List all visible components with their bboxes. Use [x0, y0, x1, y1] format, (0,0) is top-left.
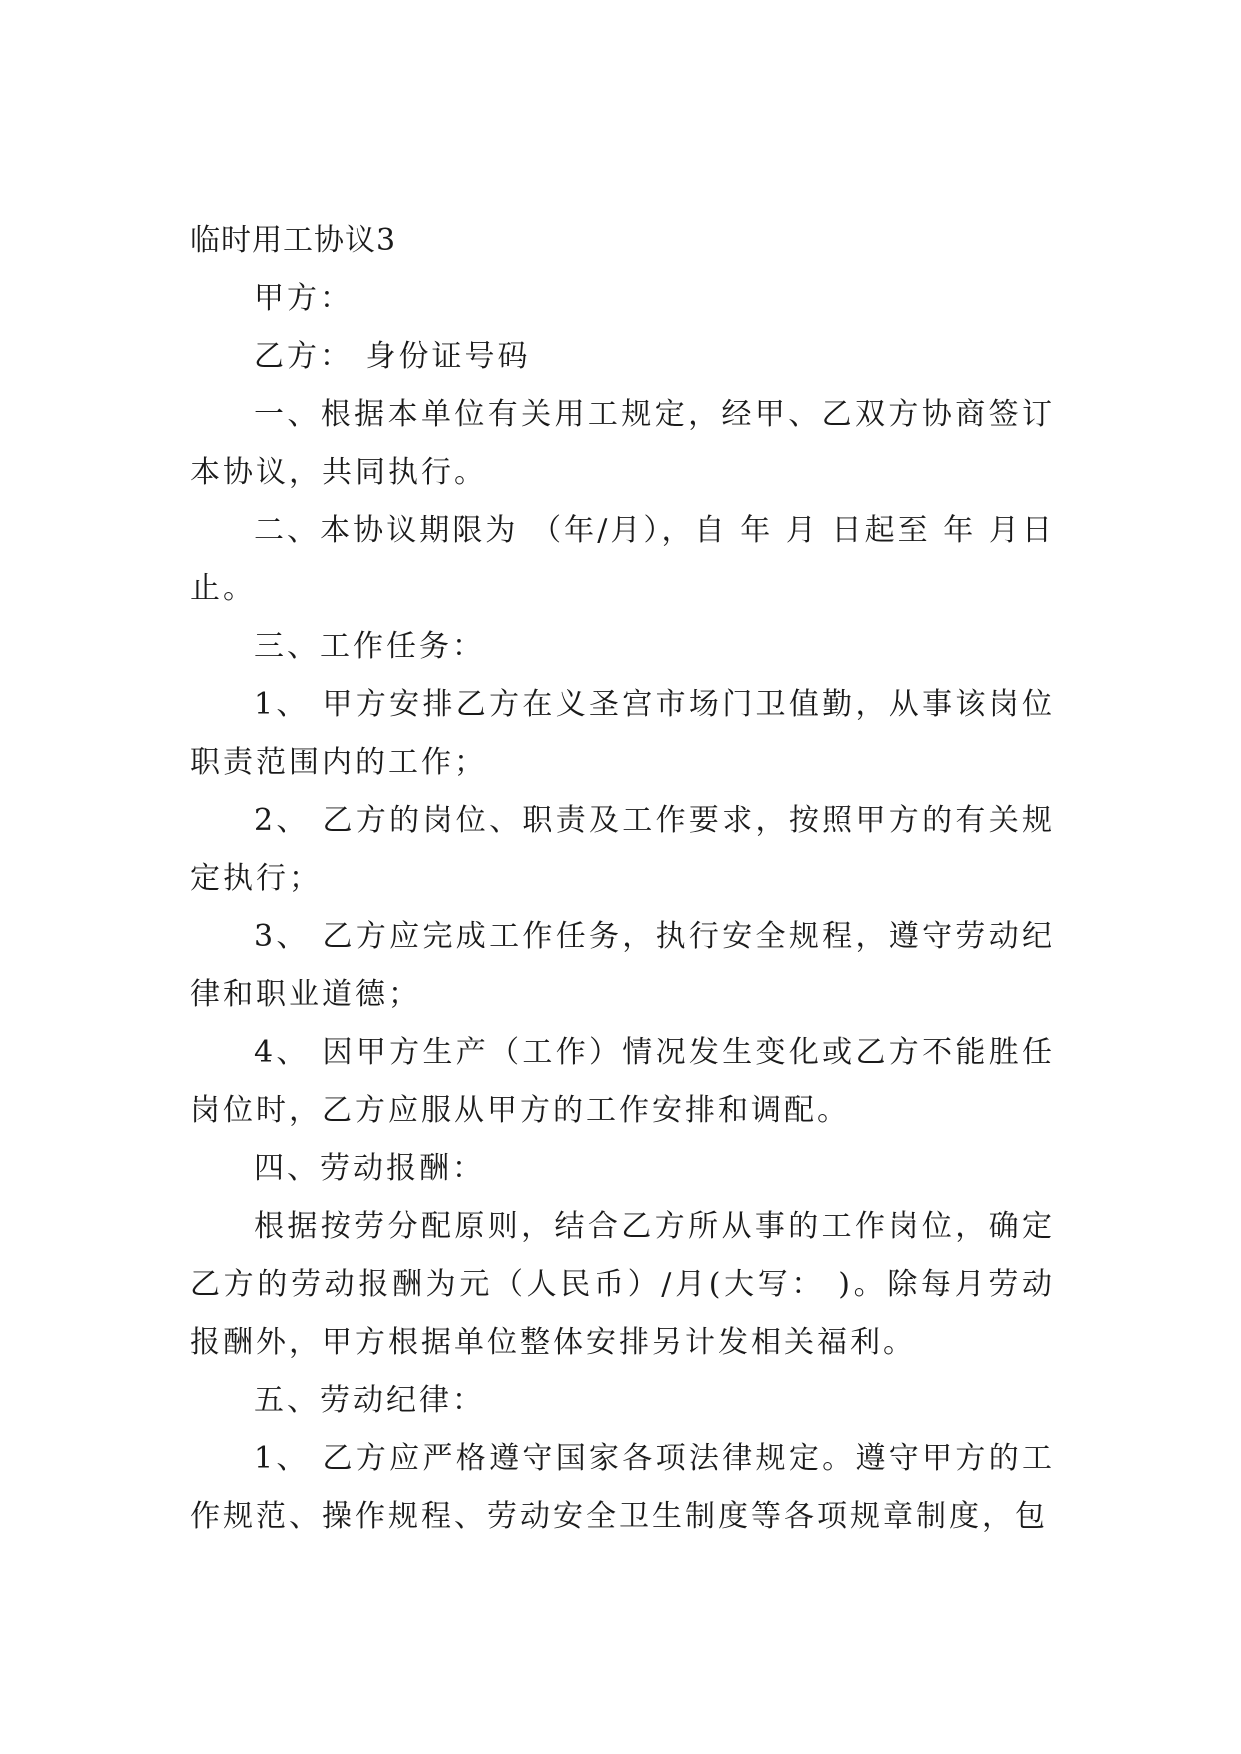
clause-3-item-4: 4、 因甲方生产（工作）情况发生变化或乙方不能胜任岗位时，乙方应服从甲方的工作安排和调配。 [190, 1035, 1055, 1128]
clause-3-item-3: 3、 乙方应完成工作任务，执行安全规程，遵守劳动纪律和职业道德； [190, 919, 1055, 1012]
clause-5-item-1: 1、 乙方应严格遵守国家各项法律规定。遵守甲方的工作规范、操作规程、劳动安全卫生制度等各项规章制度，包 [190, 1441, 1055, 1534]
clause-3-item-2: 2、 乙方的岗位、职责及工作要求，按照甲方的有关规定执行； [190, 803, 1055, 896]
clause-1: 一、根据本单位有关用工规定，经甲、乙双方协商签订本协议，共同执行。 [190, 397, 1055, 490]
document-title: 临时用工协议3 [190, 223, 397, 258]
clause-4-body: 根据按劳分配原则，结合乙方所从事的工作岗位，确定乙方的劳动报酬为元（人民币）/月(大写： )。除每月劳动报酬外，甲方根据单位整体安排另计发相关福利。 [190, 1209, 1055, 1360]
party-b-line: 乙方： 身份证号码 [254, 339, 531, 374]
party-a-line: 甲方： [254, 281, 353, 316]
clause-3-heading: 三、工作任务： [254, 629, 485, 664]
clause-5-heading: 五、劳动纪律： [254, 1383, 485, 1418]
document-body [190, 212, 1055, 1546]
clause-2-term: 二、本协议期限为 （年/月），自 年 月 日起至 年 月日止。 [190, 513, 1055, 606]
clause-3-item-1: 1、 甲方安排乙方在义圣宫市场门卫值勤，从事该岗位职责范围内的工作； [190, 687, 1055, 780]
clause-4-heading: 四、劳动报酬： [254, 1151, 485, 1186]
